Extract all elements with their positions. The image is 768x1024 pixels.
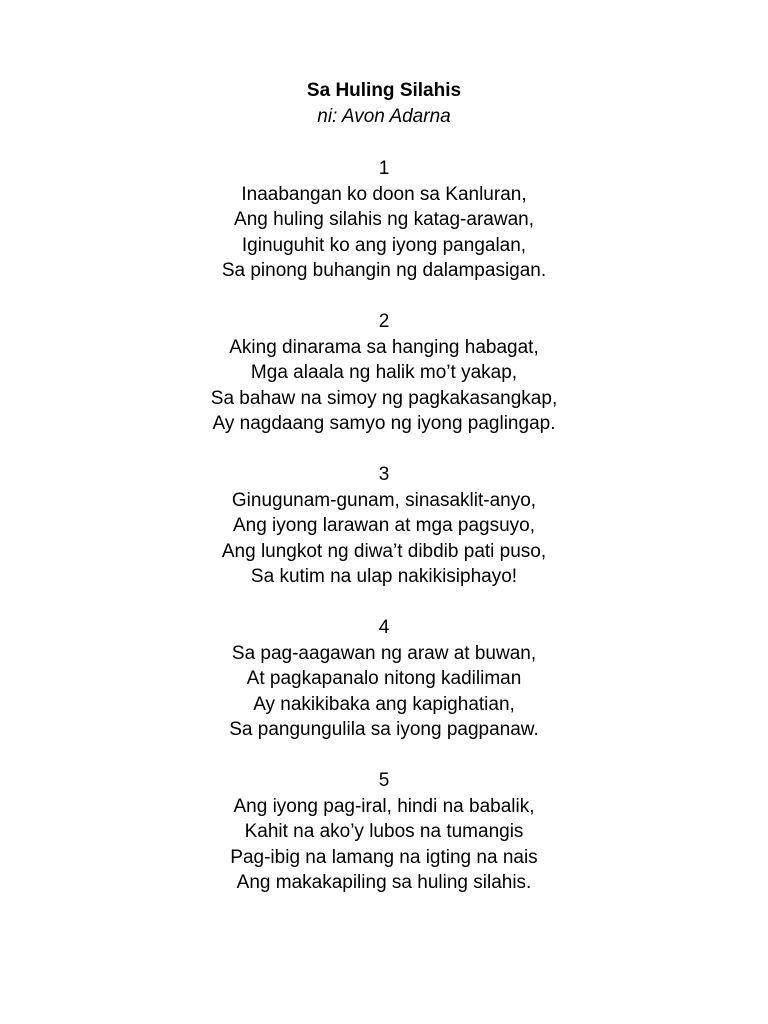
poem-author: ni: Avon Adarna [317, 106, 451, 127]
poem-line: Ay nagdaang samyo ng iyong paglingap. [212, 413, 556, 434]
poem-line: Inaabangan ko doon sa Kanluran, [241, 183, 527, 205]
stanza-2 [0, 309, 768, 437]
stanza-number: 1 [378, 158, 390, 179]
poem-title: Sa Huling Silahis [306, 80, 462, 101]
poem-line: Sa pinong buhangin ng dalampasigan. [221, 260, 547, 281]
stanza-1 [0, 156, 768, 284]
poem-line: Ang iyong pag-iral, hindi na babalik, [233, 795, 535, 817]
poem-line: Ang huling silahis ng katag-arawan, [234, 209, 534, 230]
poem-line: Ginugunam-gunam, sinasaklit-anyo, [231, 489, 537, 511]
poem-line: Sa pangungulila sa iyong pagpanaw. [229, 719, 539, 740]
poem-line: Ang lungkot ng diwa’t dibdib pati puso, [221, 540, 547, 562]
poem-line: Ay nakikibaka ang kapighatian, [253, 693, 515, 715]
poem-page [0, 78, 768, 921]
poem-line: Sa kutim na ulap nakikisiphayo! [250, 566, 518, 587]
stanza-number: 5 [378, 770, 390, 791]
poem-line: Iginuguhit ko ang iyong pangalan, [241, 234, 527, 256]
stanza-number: 4 [378, 617, 390, 638]
stanza-number: 3 [378, 464, 390, 485]
poem-line: Sa bahaw na simoy ng pagkakasangkap, [210, 387, 558, 409]
poem-line: At pagkapanalo nitong kadiliman [246, 668, 522, 689]
stanza-5 [0, 768, 768, 896]
stanza-4 [0, 615, 768, 743]
stanza-list [0, 156, 768, 896]
poem-line: Ang iyong larawan at mga pagsuyo, [232, 515, 536, 536]
poem-line: Sa pag-aagawan ng araw at buwan, [231, 642, 537, 664]
poem-line: Pag-ibig na lamang na igting na nais [230, 846, 538, 868]
poem-line: Ang makakapiling sa huling silahis. [236, 872, 532, 893]
stanza-3 [0, 462, 768, 590]
poem-line: Mga alaala ng halik mo’t yakap, [250, 362, 518, 383]
poem-line: Kahit na ako’y lubos na tumangis [244, 821, 524, 842]
poem-line: Aking dinarama sa hanging habagat, [229, 336, 539, 358]
stanza-number: 2 [378, 311, 390, 332]
